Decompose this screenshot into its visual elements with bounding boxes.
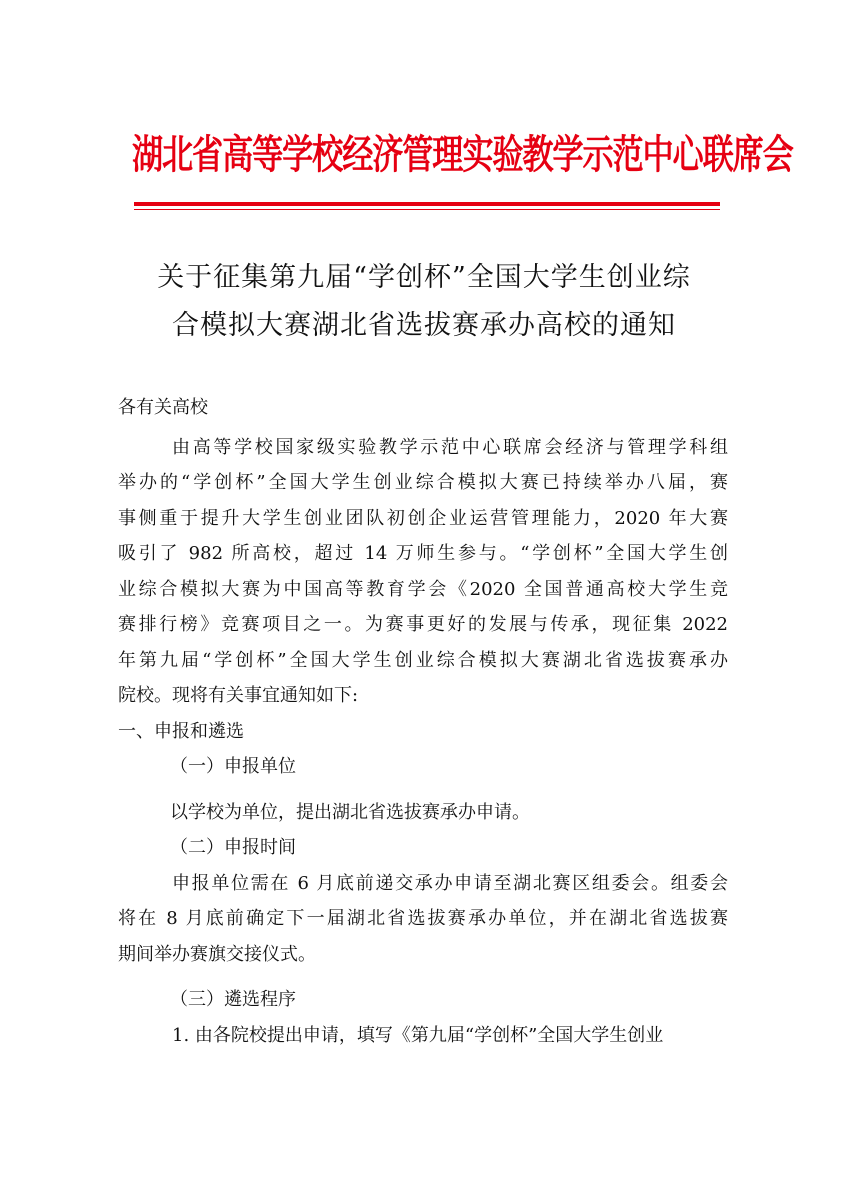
intro-line: 业综合模拟大赛为中国高等教育学会《2020 全国普通高校大学生竞: [118, 578, 728, 600]
intro-paragraph: [118, 430, 728, 714]
subsection-1-heading: （一）申报单位: [170, 756, 296, 777]
subsection-2-line: 期间举办赛旗交接仪式。: [118, 943, 316, 965]
document-title: [100, 254, 748, 350]
org-header-title: 湖北省高等学校经济管理实验教学示范中心联席会: [132, 132, 793, 178]
subsection-3-heading: （三）遴选程序: [170, 989, 296, 1010]
subsection-3-item-1: 1. 由各院校提出申请，填写《第九届“学创杯”全国大学生创业: [172, 1024, 664, 1046]
subsection-1-text: 以学校为单位，提出湖北省选拔赛承办申请。: [170, 801, 530, 823]
subsection-2-heading: （二）申报时间: [170, 837, 296, 858]
intro-line: 举办的“学创杯”全国大学生创业综合模拟大赛已持续举办八届，赛: [118, 472, 728, 493]
section-1-heading: 一、申报和遴选: [118, 720, 244, 742]
document-title-line-1: 关于征集第九届“学创杯”全国大学生创业综: [157, 262, 691, 293]
document-body: [118, 390, 728, 1053]
subsection-3-paragraph: [118, 1018, 728, 1054]
header-rule-thick: [134, 202, 720, 206]
document-title-line-2: 合模拟大赛湖北省选拔赛承办高校的通知: [172, 310, 676, 341]
intro-line: 由高等学校国家级实验教学示范中心联席会经济与管理学科组: [172, 436, 728, 458]
intro-line: 年第九届“学创杯”全国大学生创业综合模拟大赛湖北省选拔赛承办: [118, 649, 728, 671]
intro-line: 吸引了 982 所高校，超过 14 万师生参与。“学创杯”全国大学生创: [118, 543, 728, 564]
salutation: 各有关高校: [118, 397, 208, 418]
header-rule-thin: [134, 209, 720, 210]
subsection-2-paragraph: [118, 866, 728, 973]
subsection-2-line: 将在 8 月底前确定下一届湖北省选拔赛承办单位，并在湖北省选拔赛: [118, 908, 728, 929]
intro-line: 赛排行榜》竞赛项目之一。为赛事更好的发展与传承，现征集 2022: [118, 614, 728, 635]
intro-line: 事侧重于提升大学生创业团队初创企业运营管理能力，2020 年大赛: [118, 507, 728, 529]
subsection-2-line: 申报单位需在 6 月底前递交承办申请至湖北赛区组委会。组委会: [172, 872, 728, 894]
intro-line: 院校。现将有关事宜通知如下:: [118, 685, 359, 706]
